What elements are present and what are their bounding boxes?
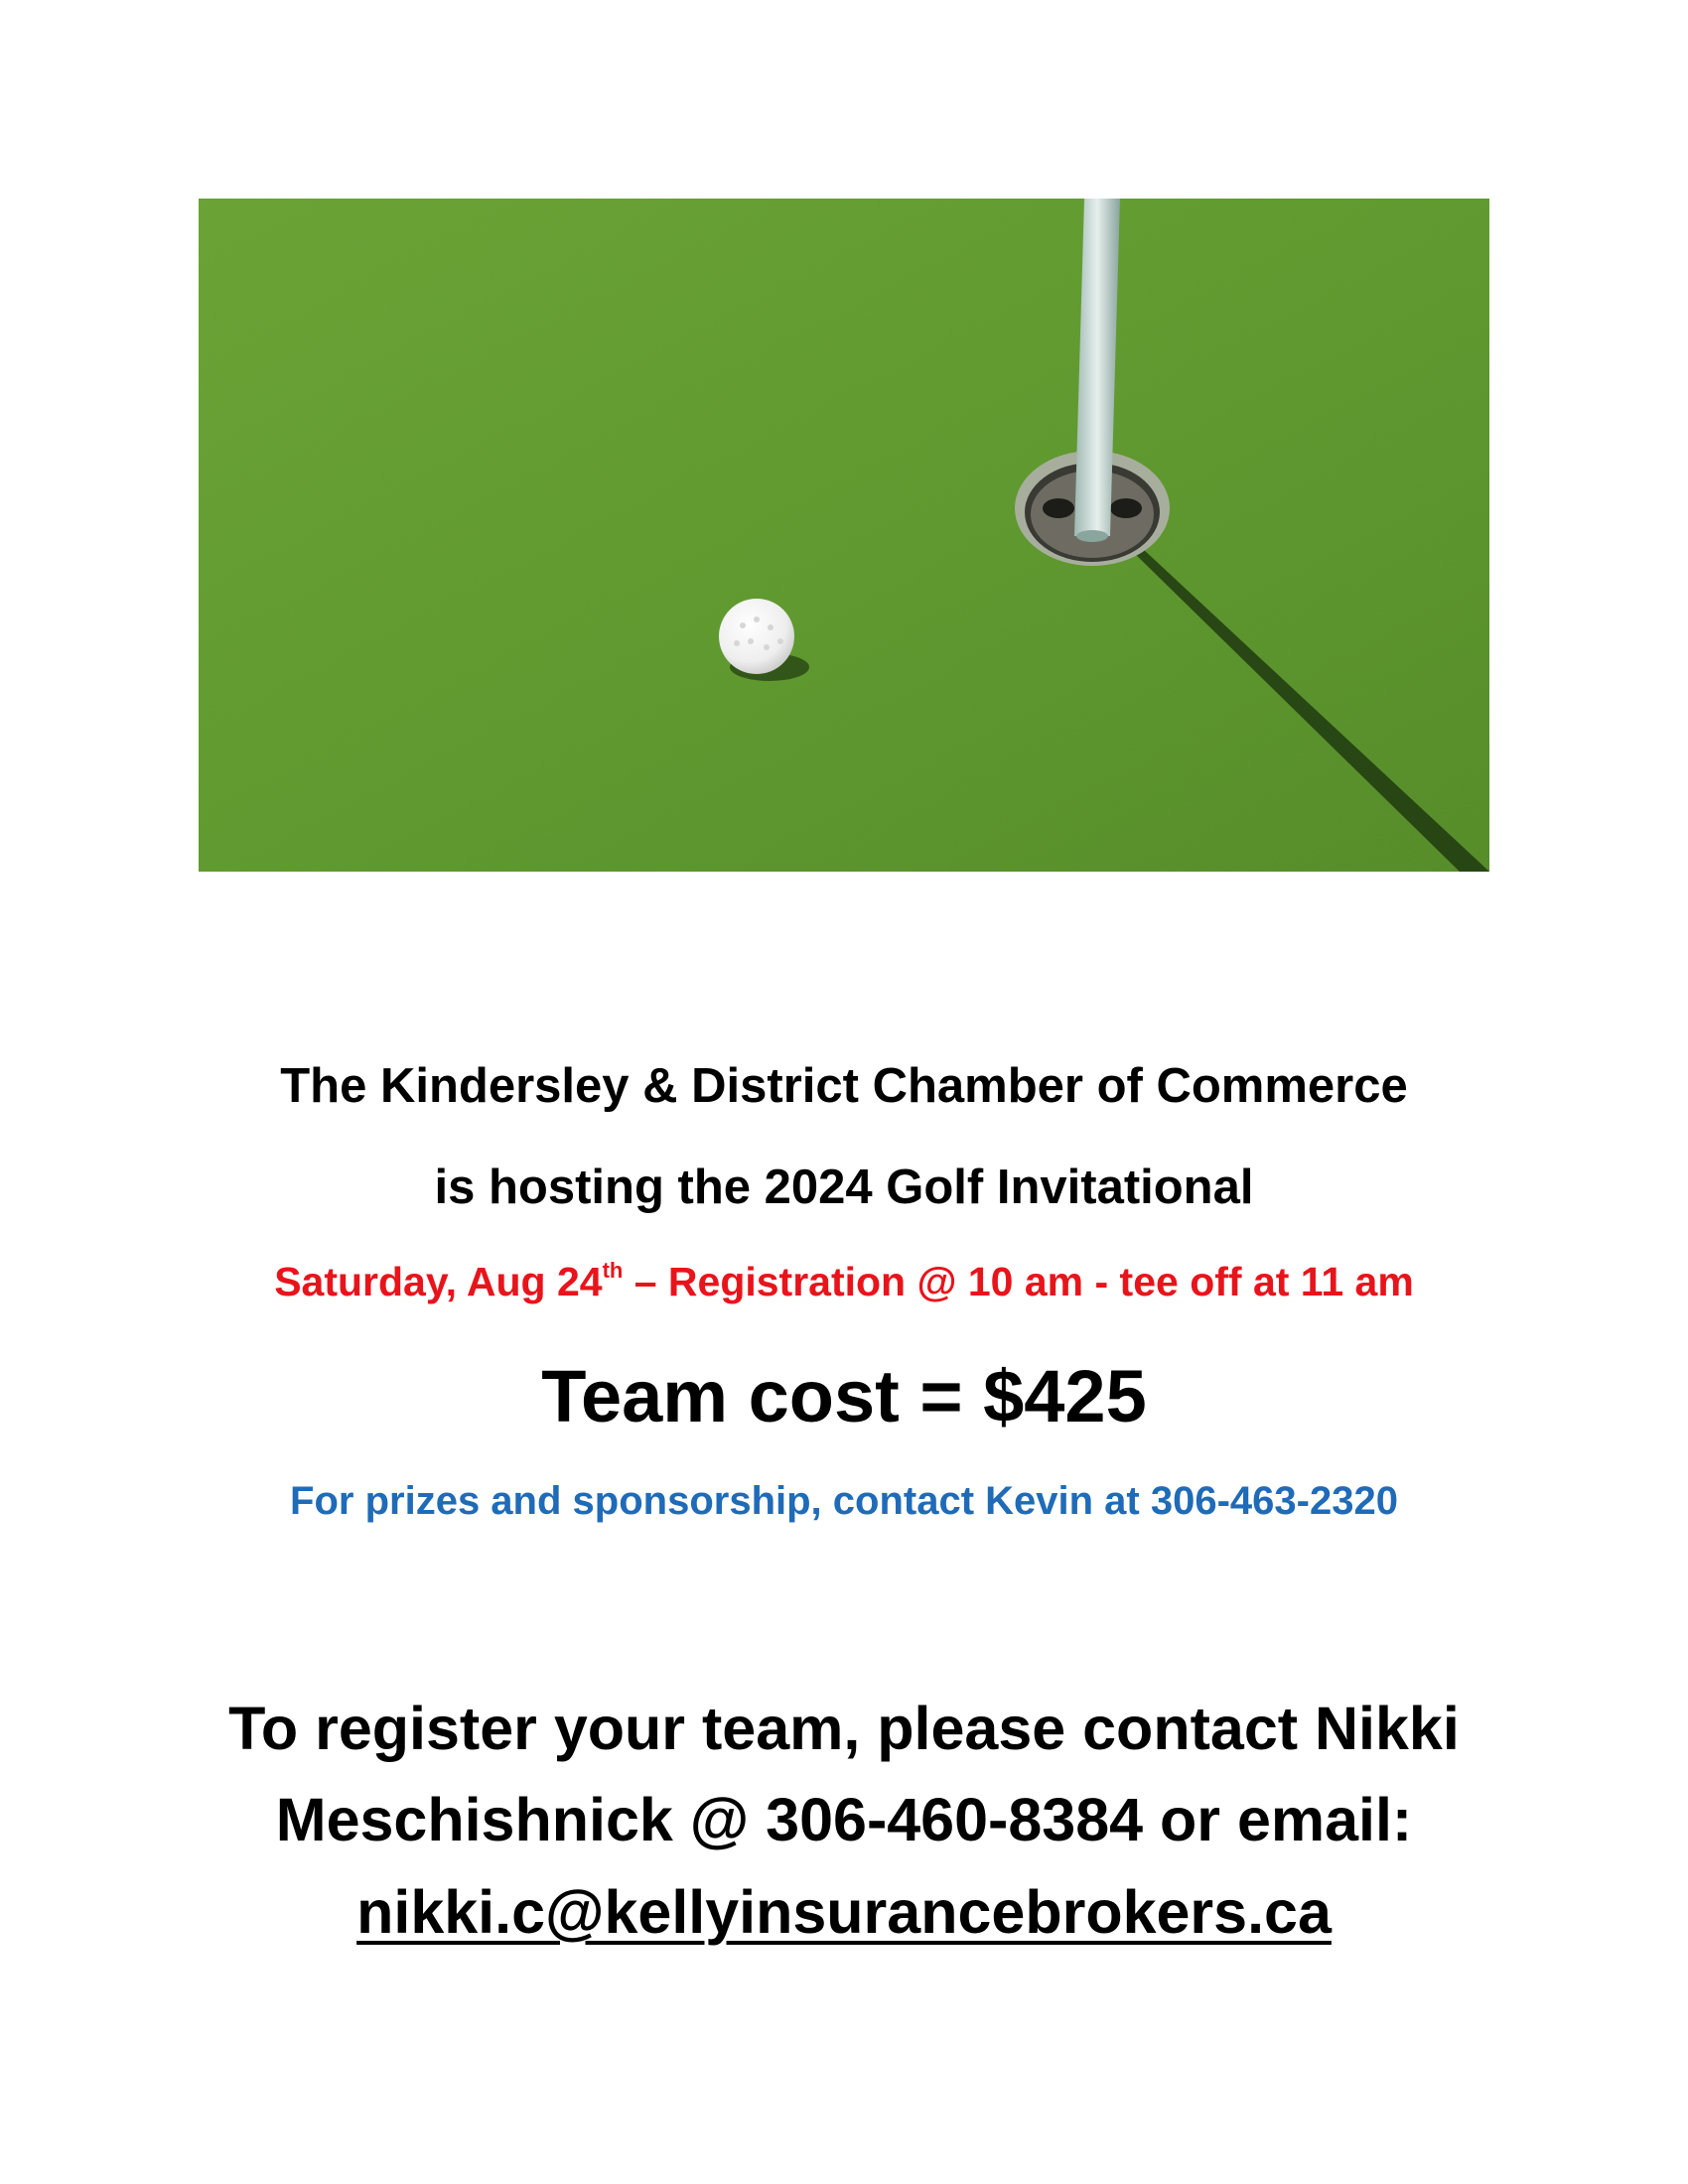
event-schedule [0, 1259, 1688, 1305]
registration-line-2: Meschishnick @ 306-460-8384 or email: [275, 1786, 1413, 1853]
schedule-details: – Registration @ 10 am - tee off at 11 am [623, 1259, 1414, 1304]
registration-email-line [0, 1877, 1688, 1947]
golf-green-photo [199, 199, 1489, 872]
sponsorship-contact: For prizes and sponsorship, contact Kevin at 306-463-2320 [290, 1479, 1398, 1523]
registration-email-link[interactable]: nikki.c@kellyinsurancebrokers.ca [356, 1878, 1332, 1946]
team-cost: Team cost = $425 [541, 1355, 1147, 1437]
event-heading: is hosting the 2024 Golf Invitational [434, 1160, 1254, 1214]
date-ordinal: th [602, 1258, 624, 1283]
registration-line-1: To register your team, please contact Nikki [228, 1695, 1460, 1762]
organizer-heading: The Kindersley & District Chamber of Commerce [280, 1059, 1408, 1113]
event-date: Saturday, Aug 24 [274, 1259, 603, 1304]
